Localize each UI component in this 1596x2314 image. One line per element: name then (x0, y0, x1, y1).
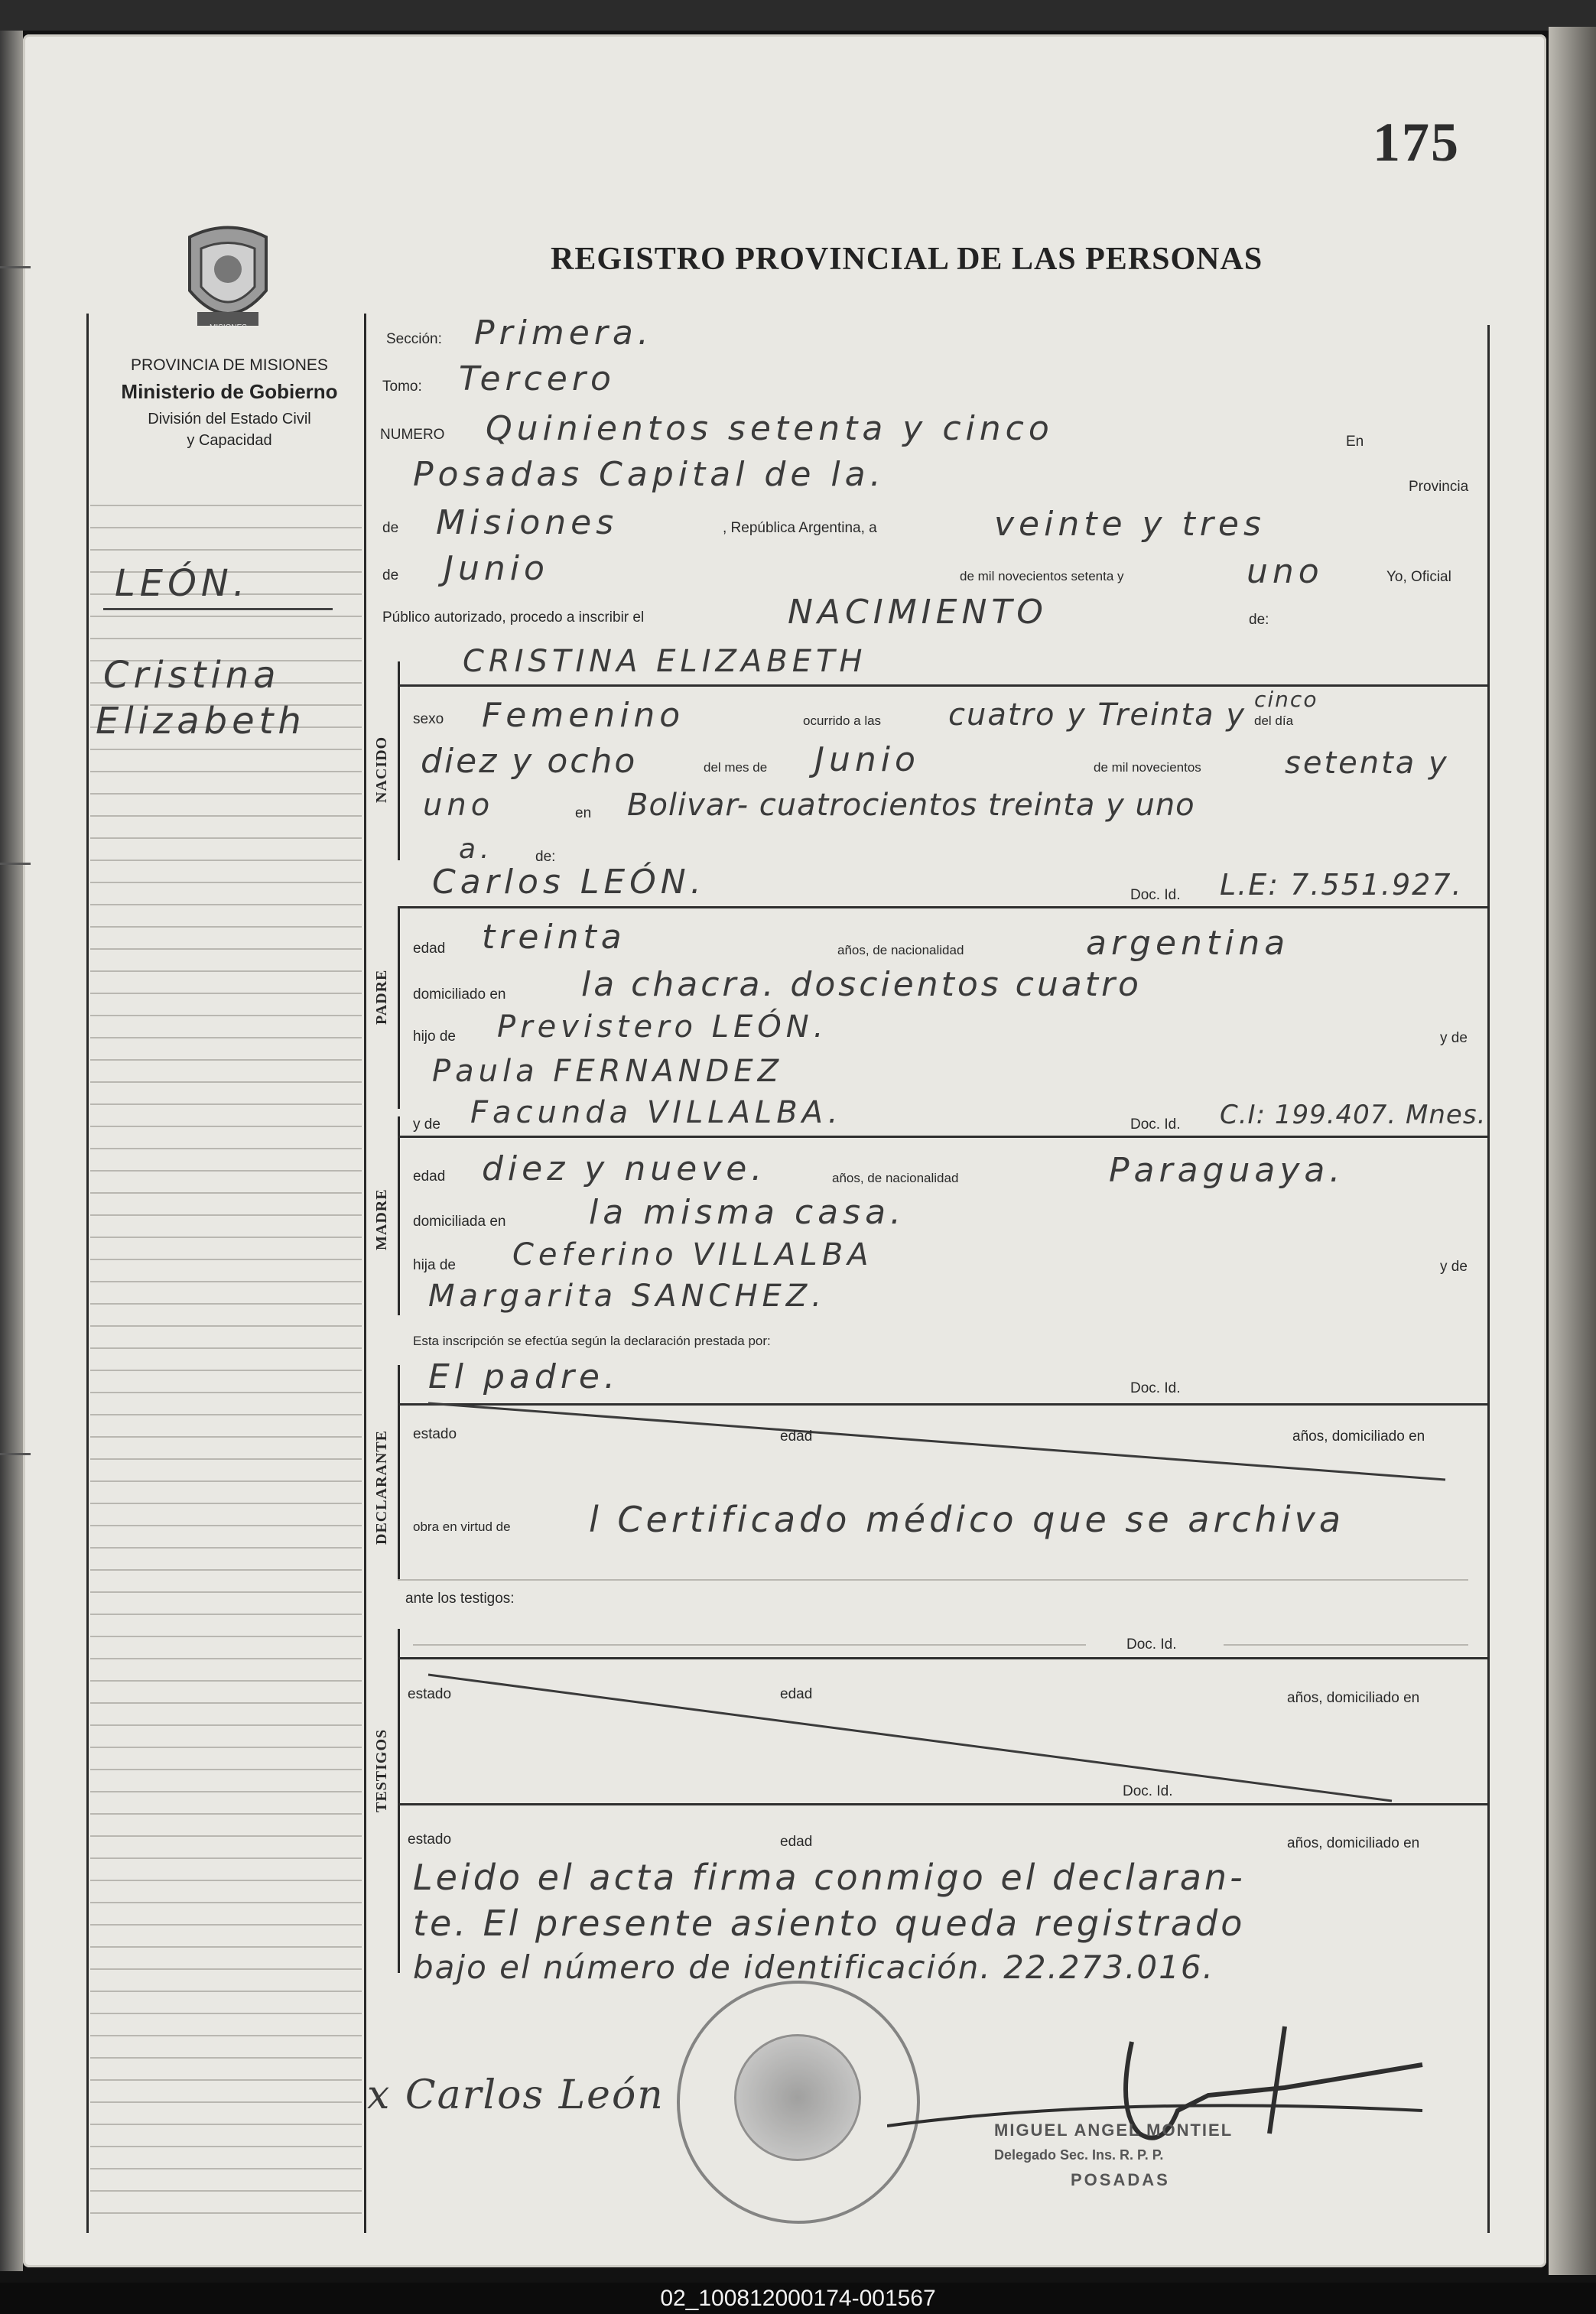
entry-dia-nac: diez y ocho (421, 742, 638, 781)
label-del-dia: del día (1254, 713, 1294, 728)
entry-mes: Junio (444, 549, 549, 588)
division-heading: División del Estado Civil (148, 411, 311, 427)
label-ocurrido: ocurrido a las (803, 713, 882, 728)
label-edad-declarante: edad (780, 1428, 813, 1445)
margin-surname-underline (103, 608, 333, 610)
label-estado-testigo-2: estado (408, 1831, 452, 1848)
entry-padre-y-de: Paula FERNANDEZ (432, 1054, 784, 1089)
label-de-1: de (382, 520, 399, 536)
label-edad-padre: edad (413, 941, 446, 957)
label-hijo-de: hijo de (413, 1029, 456, 1045)
entry-ano-nac-b: uno (423, 788, 495, 823)
label-edad-testigo-1: edad (780, 1686, 813, 1702)
province-heading: PROVINCIA DE MISIONES (131, 356, 328, 374)
official-location: POSADAS (1071, 2170, 1170, 2189)
entry-tomo: Tercero (459, 359, 616, 398)
label-tomo: Tomo: (382, 379, 422, 395)
declarant-signature: x Carlos León (367, 2072, 665, 2118)
division-heading-2: y Capacidad (187, 432, 272, 449)
seal-text: MISIONES (210, 323, 247, 332)
label-doc-id-testigo-1: Doc. Id. (1126, 1636, 1177, 1653)
page-number: 175 (1373, 112, 1460, 173)
label-anos-dom-testigo-1: años, domiciliado en (1287, 1690, 1420, 1706)
margin-surname: LEÓN. (115, 562, 250, 605)
entry-madre-dom: la misma casa. (589, 1193, 906, 1232)
official-name: MIGUEL ANGEL MONTIEL (994, 2121, 1234, 2140)
label-y-de-3: y de (1440, 1259, 1468, 1275)
label-estado-declarante: estado (413, 1426, 457, 1442)
entry-lugar: Posadas Capital de la. (413, 455, 886, 494)
entry-madre-y-de: Margarita SANCHEZ. (428, 1279, 826, 1314)
entry-madre-nac: Paraguaya. (1109, 1151, 1345, 1190)
label-de-4: de: (535, 849, 556, 865)
label-doc-id-padre: Doc. Id. (1130, 887, 1181, 903)
stamp-emblem-icon (734, 2034, 861, 2161)
label-doc-id-declarante: Doc. Id. (1130, 1380, 1181, 1396)
entry-numero: Quinientos setenta y cinco (486, 409, 1054, 448)
section-label-testigos: TESTIGOS (373, 1728, 390, 1812)
entry-cierre-3: bajo el número de identificación. 22.273.016. (413, 1948, 1214, 1986)
label-doc-id-madre: Doc. Id. (1130, 1116, 1181, 1133)
entry-lugar-nac: Bolivar- cuatrocientos treinta y uno (627, 788, 1195, 823)
label-en-2: en (575, 805, 592, 821)
entry-seccion: Primera. (474, 314, 653, 353)
margin-given-name-2: Elizabeth (96, 700, 306, 743)
label-del-mes: del mes de (704, 760, 768, 775)
label-estado-testigo-1: estado (408, 1686, 452, 1702)
entry-padre-edad: treinta (482, 918, 626, 957)
label-de-mil-2: de mil novecientos (1094, 760, 1201, 775)
label-yo-oficial: Yo, Oficial (1386, 569, 1451, 585)
label-provincia: Provincia (1409, 479, 1469, 495)
section-label-nacido: NACIDO (373, 736, 390, 803)
page-title: REGISTRO PROVINCIAL DE LAS PERSONAS (551, 242, 1263, 277)
entry-dia: veinte y tres (994, 505, 1266, 544)
entry-madre-edad: diez y nueve. (482, 1149, 767, 1188)
entry-padre-nombre: Carlos LEÓN. (432, 863, 706, 902)
label-domiciliada: domiciliada en (413, 1214, 506, 1230)
entry-provincia: Misiones (436, 503, 619, 542)
label-anos-dom-testigo-2: años, domiciliado en (1287, 1835, 1420, 1851)
entry-sexo: Femenino (482, 696, 685, 735)
label-de-2: de (382, 567, 399, 583)
label-y-de-1: y de (1440, 1030, 1468, 1046)
entry-declarante: El padre. (428, 1357, 619, 1396)
label-anos-nac-madre: años, de nacionalidad (832, 1171, 959, 1185)
label-anos-dom-declarante: años, domiciliado en (1292, 1428, 1425, 1445)
entry-ano-nac-a: setenta y (1285, 746, 1449, 781)
label-ante: ante los testigos: (405, 1591, 515, 1607)
label-republica: , República Argentina, a (723, 520, 877, 536)
entry-padre-hijo-de: Previstero LEÓN. (497, 1009, 828, 1045)
label-domiciliado: domiciliado en (413, 986, 506, 1003)
label-esta-inscripcion: Esta inscripción se efectúa según la declaración prestada por: (413, 1334, 771, 1348)
entry-hora: cuatro y Treinta y (948, 697, 1246, 733)
label-edad-testigo-2: edad (780, 1834, 813, 1850)
section-label-madre: MADRE (373, 1188, 390, 1250)
entry-madre-nombre: Facunda VILLALBA. (470, 1095, 843, 1130)
footer-file-id: 02_100812000174-001567 (0, 2283, 1596, 2314)
label-hija-de: hija de (413, 1257, 456, 1273)
label-seccion: Sección: (386, 331, 442, 347)
entry-nombre: CRISTINA ELIZABETH (463, 644, 867, 679)
entry-cierre-1: Leido el acta firma conmigo el declaran- (413, 1857, 1246, 1898)
label-edad-madre: edad (413, 1168, 446, 1185)
entry-ano: uno (1247, 552, 1324, 591)
entry-padre-nac: argentina (1086, 924, 1290, 963)
label-obra: obra en virtud de (413, 1519, 511, 1534)
label-numero: NUMERO (380, 427, 445, 443)
label-y-de-2: y de (413, 1116, 440, 1133)
label-anos-nac-padre: años, de nacionalidad (837, 943, 964, 957)
entry-cierre-2: te. El presente asiento queda registrado (413, 1903, 1246, 1944)
entry-padre-dom: la chacra. doscientos cuatro (581, 965, 1142, 1004)
entry-hora-cinco: cinco (1254, 687, 1318, 712)
entry-mes-nac: Junio (814, 740, 920, 779)
entry-padre-doc: L.E: 7.551.927. (1220, 868, 1463, 902)
margin-given-name-1: Cristina (103, 654, 281, 697)
section-label-padre: PADRE (373, 969, 390, 1025)
label-publico: Público autorizado, procedo a inscribir el (382, 609, 645, 626)
official-title: Delegado Sec. Ins. R. P. P. (994, 2147, 1164, 2163)
entry-obra: l Certificado médico que se archiva (589, 1499, 1345, 1540)
section-label-declarante: DECLARANTE (373, 1429, 390, 1545)
label-sexo: sexo (413, 711, 444, 727)
entry-acto: NACIMIENTO (788, 593, 1048, 632)
ministry-heading: Ministerio de Gobierno (121, 380, 338, 403)
label-de-3: de: (1249, 612, 1269, 628)
label-de-mil: de mil novecientos setenta y (960, 569, 1124, 583)
label-doc-id-testigo-2: Doc. Id. (1123, 1783, 1173, 1799)
entry-madre-hija-de: Ceferino VILLALBA (512, 1237, 873, 1272)
entry-hij-suffix: a. (459, 834, 494, 865)
label-en: En (1346, 434, 1364, 450)
entry-madre-doc: C.I: 199.407. Mnes. (1220, 1100, 1487, 1130)
